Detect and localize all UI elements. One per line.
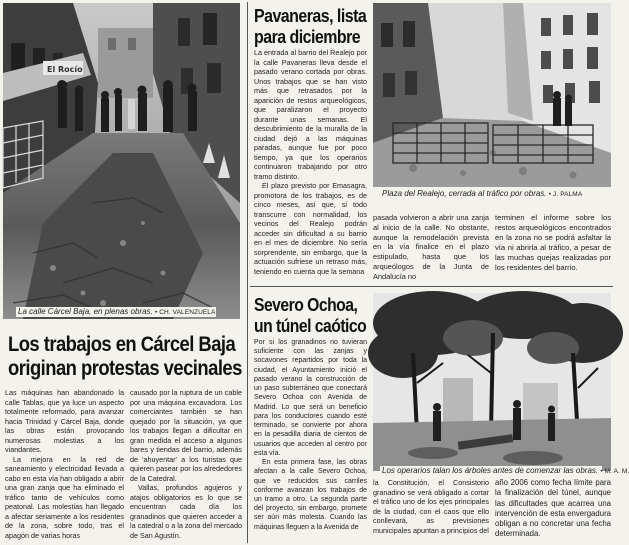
carcel-baja-paragraph-2: La mejora en la red de saneamiento y electricidad llevada a cabo en esta vía han obligado a abrir una gran zanja que ha eliminado el tráfico tanto de vehículos como peatonal. Las molestias han llegado a afectar seriamente a los residentes de la zona, sobre todo, tras el apagón de varias horas xyxy=(5,454,124,540)
article-severo-ochoa-col-1 xyxy=(254,338,367,544)
pavaneras-paragraph-2: El plazo previsto por Emasagra, promotora de los trabajos, es de cinco meses, así que, si todo transcurre con normalidad, los vecinos del Realejo podrán acceder sin dificultad a su barrio en el mes de diciembre. No sería sorprendente, sin embargo, que la actuación sufriese un retraso más, teniendo en cuenta que la semana xyxy=(254,181,367,276)
caption-carcel-baja-text: La calle Cárcel Baja, en plenas obras. xyxy=(18,307,153,316)
pavaneras-paragraph-3: pasada volvieron a abrir una zanja al inicio de la calle. No obstante, aunque la remodelación prevista en la vía finalice en el plazo estipulado, hasta que los arqueólogos de la Junta de Andalucía no xyxy=(373,213,489,281)
headline-pavaneras xyxy=(254,5,366,47)
severo-ochoa-paragraph-1: Por si los granadinos no tuvieran suficiente con las zanjas y socavones repartidos por toda la ciudad, el Ayuntamiento inició el pasado verano la construcción de un paso subterráneo que conectará Severo Ochoa con Avenida de Madrid. Lo que será un beneficio para los conductores cuando esté terminado, se convierte por ahora en la pesadilla diaria de cientos de usuarios que acceden al centro por esta vía. xyxy=(254,339,367,457)
article-pavaneras-col-1 xyxy=(254,48,367,280)
severo-ochoa-paragraph-2: En esta primera fase, las obras afectan a la calle Severo Ochoa, que ve reducidos sus carriles conforme avanzan los trabajos de un tramo a otro. La segunda parte del proyecto, sin embargo, promete ser aún más molesta. Cuando las máquinas lleguen a la Avenida de xyxy=(254,459,367,531)
carcel-baja-paragraph-4: Vallas, profundos agujeros y atajos obligatorios es lo que se encuentran cada día los granadinos que quieren acceder a la catedral o a la zona del mercado de San Agustín. xyxy=(130,483,242,540)
headline-carcel-baja-line-2: originan protestas vecinales xyxy=(8,357,242,380)
credit-plaza-realejo: • J. PALMA xyxy=(548,191,583,198)
headline-severo-ochoa-line-2: un túnel caótico xyxy=(254,315,367,336)
credit-severo-ochoa: • M. A. M. xyxy=(600,468,629,475)
caption-carcel-baja xyxy=(16,307,216,317)
caption-plaza-realejo-text: Plaza del Realejo, cerrada al tráfico por obras. xyxy=(382,189,547,198)
article-severo-ochoa-col-2 xyxy=(373,478,489,544)
caption-severo-ochoa-text: Los operarios talan los árboles antes de comenzar las obras. xyxy=(382,466,599,475)
photo-plaza-realejo xyxy=(373,3,611,187)
column-divider-main xyxy=(247,2,248,543)
article-severo-ochoa-col-3 xyxy=(495,478,611,544)
article-carcel-baja-col-1 xyxy=(5,388,124,544)
headline-carcel-baja-line-1: Los trabajos en Cárcel Baja xyxy=(8,333,236,356)
photo-carcel-baja xyxy=(3,3,240,319)
headline-pavaneras-line-1: Pavaneras, lista xyxy=(254,5,367,26)
severo-ochoa-paragraph-3: la Constitución, el Consistorio granadino se verá obligado a cortar el tráfico uno de los ejes principales de la ciudad, con el caos que ello conllevará, as previsiones municipales apuntan a principios del xyxy=(373,478,489,535)
shop-sign-text: El Rocío xyxy=(47,65,83,74)
severo-ochoa-paragraph-4: año 2006 como fecha límite para la finalización del túnel, aunque las dificultades que acarrea una intervención de esta envergadura obligan a no concretar una fecha determinada. xyxy=(495,478,611,539)
article-pavaneras-col-3 xyxy=(495,213,611,281)
section-divider xyxy=(250,286,613,287)
credit-carcel-baja: • CH. VALENZUELA xyxy=(154,309,216,316)
pavaneras-paragraph-4: terminen el informe sobre los restos arqueológicos encontrados en la zona no se podrá asfaltar la vía ni abrirla al tráfico, a pesar de las muchas quejas realizadas por los residentes del barrio. xyxy=(495,213,611,273)
carcel-baja-paragraph-1: Las máquinas han abandonado la calle Tablas, que ya luce un aspecto totalmente reformado, para avanzar hacia Trinidad y Cárcel Baja, donde las obras están provocando numerosas molestias a los viandantes. xyxy=(5,388,124,454)
headline-pavaneras-line-2: para diciembre xyxy=(254,26,361,47)
caption-severo-ochoa xyxy=(380,466,629,476)
carcel-baja-paragraph-3: causado por la ruptura de un cable por una máquina excavadora. Los comerciantes también se han quejado por la situación, ya que los trabajos llegan a dificultar en gran medida el acceso a algunos bares y tiendas del barrio, además de 'ahuyentar' a los turistas que quieren pasear por los alrededores de la Catedral. xyxy=(130,388,242,483)
headline-severo-ochoa xyxy=(254,294,366,336)
article-carcel-baja-col-2 xyxy=(130,388,242,544)
caption-plaza-realejo xyxy=(380,189,590,199)
article-pavaneras-col-2 xyxy=(373,213,489,281)
pavaneras-paragraph-1: La entrada al barrio del Realejo por la calle Pavaneras lleva desde el pasado verano cortada por obras. Unos trabajos que se han visto más que retrasados por la aparición de restos arqueológicos, que paralizaron el proyecto durante unas semanas. El descubrimiento de la muralla de la ciudad dejó a las máquinas paradas, aunque fue por poco tiempo, ya que los operarios continuaron trabajando por otro tramo distinto. xyxy=(254,48,367,181)
headline-carcel-baja xyxy=(8,333,242,381)
headline-severo-ochoa-line-1: Severo Ochoa, xyxy=(254,294,358,315)
photo-severo-ochoa xyxy=(373,293,611,471)
